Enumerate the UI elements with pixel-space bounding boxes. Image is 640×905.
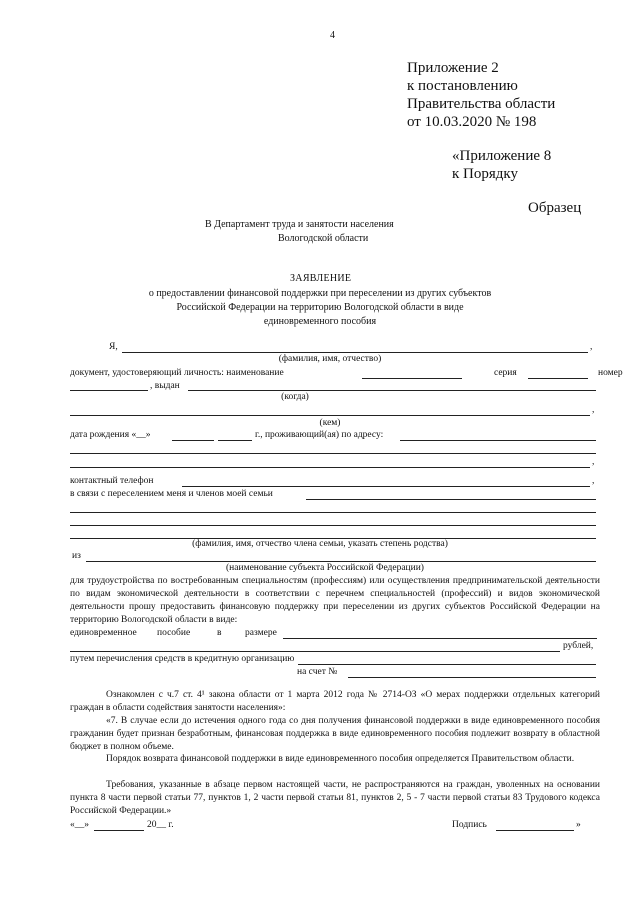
series-label: серия xyxy=(494,368,517,378)
transfer-label: путем перечисления средств в кредитную организацию xyxy=(70,654,295,664)
notice-paragraph-3: Порядок возврата финансовой поддержки в виде единовременного пособия определяется Правительством области. xyxy=(106,754,575,764)
address-field-3[interactable] xyxy=(70,467,590,468)
issued-by-comma: , xyxy=(592,405,595,415)
rubles-label: рублей, xyxy=(563,641,594,651)
signature-label: Подпись xyxy=(452,820,487,830)
addressee-line-1: В Департамент труда и занятости населения xyxy=(205,219,394,230)
benefit-word-4: размере xyxy=(245,628,277,638)
doc-name-field[interactable] xyxy=(362,378,462,379)
document-label: документ, удостоверяющий личность: наименование xyxy=(70,368,284,378)
fio-field[interactable] xyxy=(122,352,588,353)
number-label: номер xyxy=(598,368,623,378)
family-hint: (фамилия, имя, отчество члена семьи, указать степень родства) xyxy=(192,539,448,549)
appendix8-line-1: «Приложение 8 xyxy=(452,148,552,164)
appendix8-line-2: к Порядку xyxy=(452,166,518,182)
addressee-line-2: Вологодской области xyxy=(278,233,369,244)
when-hint: (когда) xyxy=(281,392,309,402)
closing-quote: » xyxy=(576,820,581,830)
fio-hint: (фамилия, имя, отчество) xyxy=(278,354,382,364)
date-month-field[interactable] xyxy=(94,830,144,831)
family-field-2[interactable] xyxy=(70,512,596,513)
address-label: г., проживающий(ая) по адресу: xyxy=(255,430,384,440)
benefit-word-3: в xyxy=(217,628,222,638)
appendix-line-4: от 10.03.2020 № 198 xyxy=(407,114,537,130)
notice-paragraph-1: Ознакомлен с ч.7 ст. 4¹ закона области от 1 марта 2012 года № 2714-ОЗ «О мерах поддержки отдельных категорий граждан в области содействия занятости населения»: xyxy=(70,690,600,713)
fio-comma: , xyxy=(590,342,593,352)
benefit-word-1: единовременное xyxy=(70,628,137,638)
issued-when-field[interactable] xyxy=(188,390,596,391)
phone-comma: , xyxy=(592,476,595,486)
purpose-paragraph: для трудоустройства по востребованным специальностям (профессиям) или осуществления предпринимательской деятельности по видам экономической деятельности в соответствии с перечнем специальностей (профессий) и видов экономической деятельности прошу предоставить финансовую поддержку при переселении из других субъектов Российской Федерации на территорию Вологодской области в виде: xyxy=(70,576,600,625)
appendix-line-2: к постановлению xyxy=(407,78,518,94)
issued-label: , выдан xyxy=(150,381,180,391)
page-number: 4 xyxy=(330,30,335,41)
issued-by-field[interactable] xyxy=(70,415,590,416)
birth-year-field[interactable] xyxy=(218,440,252,441)
account-field[interactable] xyxy=(348,677,596,678)
by-whom-hint: (кем) xyxy=(319,418,341,428)
subtitle-line-2: Российской Федерации на территорию Вологодской области в виде xyxy=(176,302,464,313)
account-label: на счет № xyxy=(297,667,338,677)
address-field-2[interactable] xyxy=(70,453,596,454)
subtitle-line-3: единовременного пособия xyxy=(263,316,377,327)
family-field-1[interactable] xyxy=(306,499,596,500)
benefit-amount-field[interactable] xyxy=(283,638,597,639)
doc-series-field[interactable] xyxy=(528,378,588,379)
address-field-1[interactable] xyxy=(400,440,596,441)
from-label: из xyxy=(72,551,81,561)
date-prefix: «__» xyxy=(70,820,89,830)
appendix-line-1: Приложение 2 xyxy=(407,60,499,76)
birth-month-field[interactable] xyxy=(172,440,214,441)
appendix-line-3: Правительства области xyxy=(407,96,556,112)
birth-date-label: дата рождения «__» xyxy=(70,430,151,440)
benefit-word-2: пособие xyxy=(157,628,191,638)
subject-field[interactable] xyxy=(86,561,596,562)
subtitle-line-1: о предоставлении финансовой поддержки при переселении из других субъектов xyxy=(148,288,492,299)
notice-paragraph-2: «7. В случае если до истечения одного года со дня получения финансовой поддержки в виде единовременного пособия гражданин будет признан безработным, финансовая поддержка в виде единовременного пособия подлежит возврату в областной бюджет в полном объеме. xyxy=(70,716,600,752)
date-year: 20__ г. xyxy=(147,820,174,830)
signature-field[interactable] xyxy=(496,830,574,831)
notice-paragraph-4: Требования, указанные в абзаце первом настоящей части, не распространяются на граждан, уволенных на основании пункта 8 части первой статьи 77, пунктов 1, 2 части первой статьи 81, пунктов 2, 5 - 7 части первой статьи 83 Трудового кодекса Российской Федерации.» xyxy=(70,780,600,816)
family-field-3[interactable] xyxy=(70,525,596,526)
phone-field[interactable] xyxy=(182,486,590,487)
address-comma: , xyxy=(592,457,595,467)
benefit-amount-field-2[interactable] xyxy=(70,651,560,652)
document-title: ЗАЯВЛЕНИЕ xyxy=(290,273,352,284)
bank-field[interactable] xyxy=(298,664,596,665)
sample-label: Образец xyxy=(528,200,582,216)
applicant-label: Я, xyxy=(109,342,118,352)
subject-hint: (наименование субъекта Российской Федерации) xyxy=(226,563,424,573)
family-label: в связи с переселением меня и членов моей семьи xyxy=(70,489,273,499)
doc-number-field[interactable] xyxy=(70,390,148,391)
phone-label: контактный телефон xyxy=(70,476,154,486)
